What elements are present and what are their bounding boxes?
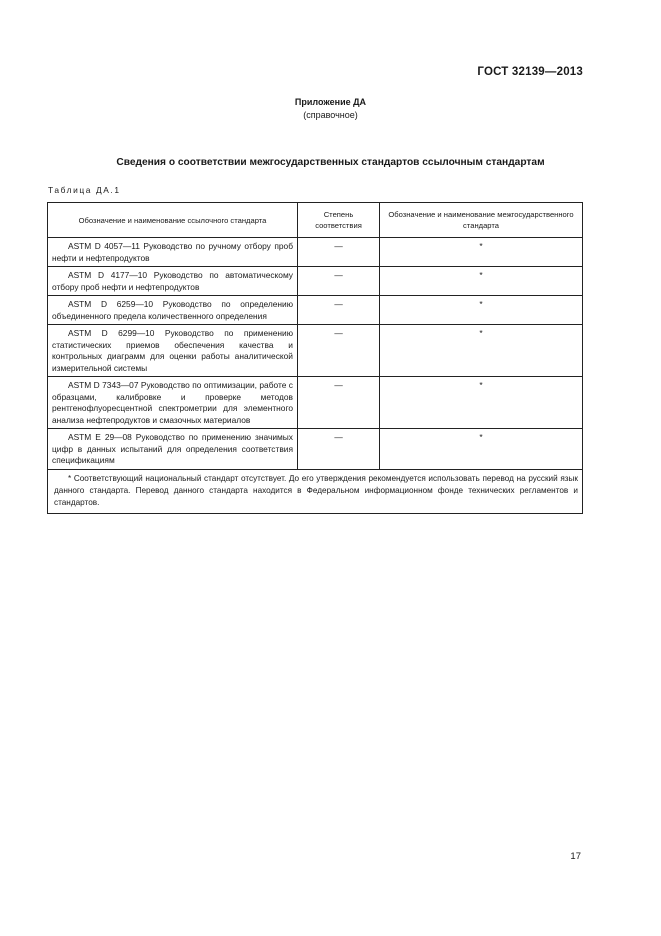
section-heading: Сведения о соответствии межгосударственных стандартов ссылочным стандартам: [116, 157, 545, 168]
interstate-standard-cell: *: [380, 296, 583, 325]
reference-standard-cell: ASTM D 6299—10 Руководство по применению статистических приемов обеспечения качества и контрольных диаграмм для оценки работы аналитической измерительной системы: [48, 325, 298, 377]
interstate-standard-cell: *: [380, 377, 583, 429]
reference-standard-cell: ASTM D 4057—11 Руководство по ручному отбору проб нефти и нефтепродуктов: [48, 238, 298, 267]
table-row: [48, 325, 583, 377]
reference-standard-cell: ASTM D 4177—10 Руководство по автоматическому отбору проб нефти и нефтепродуктов: [48, 267, 298, 296]
table-row: [48, 267, 583, 296]
correspondence-table: [47, 202, 583, 514]
table-footnote: * Соответствующий национальный стандарт отсутствует. До его утверждения рекомендуется использовать перевод на русский язык данного стандарта. Перевод данного стандарта находится в Федеральном информационном фонде технических регламентов и стандартов.: [48, 469, 583, 513]
correspondence-cell: —: [298, 238, 380, 267]
header-reference-standard: Обозначение и наименование ссылочного стандарта: [48, 203, 298, 238]
appendix-block: [0, 96, 661, 122]
correspondence-cell: —: [298, 429, 380, 470]
table-row: [48, 377, 583, 429]
table-row: [48, 238, 583, 267]
reference-standard-cell: ASTM D 7343—07 Руководство по оптимизации, работе с образцами, калибровке и проверке методов рентгенофлуоресцентной спектрометрии для элементного анализа нефтепродуктов и смазочных материалов: [48, 377, 298, 429]
appendix-subtitle: (справочное): [303, 110, 358, 120]
interstate-standard-cell: *: [380, 267, 583, 296]
page-number: 17: [570, 851, 581, 862]
correspondence-cell: —: [298, 267, 380, 296]
reference-standard-cell: ASTM D 6259—10 Руководство по определению объединенного предела количественного определения: [48, 296, 298, 325]
table-footnote-row: [48, 469, 583, 513]
interstate-standard-cell: *: [380, 429, 583, 470]
document-code: ГОСТ 32139—2013: [477, 66, 583, 78]
table-row: [48, 429, 583, 470]
correspondence-cell: —: [298, 325, 380, 377]
header-correspondence-degree: Степень соответствия: [298, 203, 380, 238]
header-interstate-standard: Обозначение и наименование межгосударственного стандарта: [380, 203, 583, 238]
table-row: [48, 296, 583, 325]
reference-standard-cell: ASTM E 29—08 Руководство по применению значимых цифр в данных испытаний для определения соответствия спецификациям: [48, 429, 298, 470]
correspondence-cell: —: [298, 377, 380, 429]
table-label: Таблица ДА.1: [48, 185, 121, 195]
appendix-title: Приложение ДА: [294, 97, 367, 107]
interstate-standard-cell: *: [380, 325, 583, 377]
table-header-row: [48, 203, 583, 238]
correspondence-cell: —: [298, 296, 380, 325]
interstate-standard-cell: *: [380, 238, 583, 267]
